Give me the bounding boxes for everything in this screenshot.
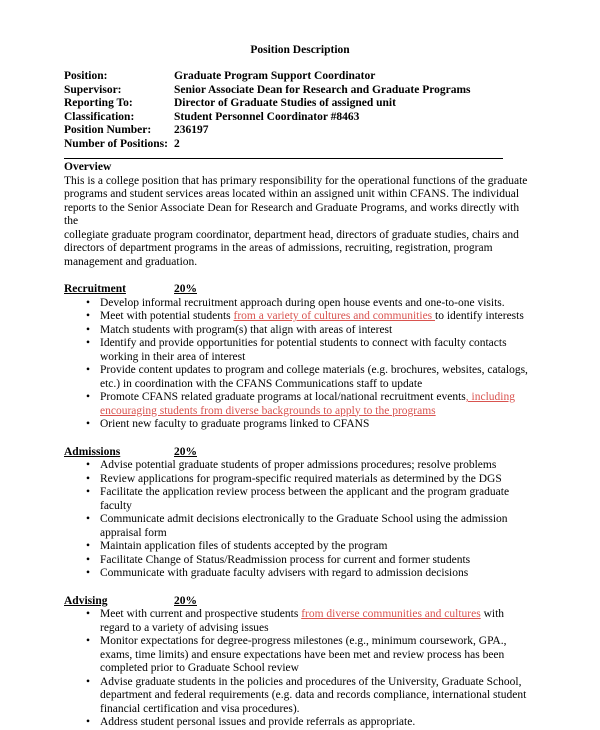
info-label: Classification: (64, 110, 135, 123)
bullet-icon: • (86, 553, 91, 566)
bullet-icon: • (86, 675, 91, 688)
overview-text (64, 175, 530, 270)
document-body (64, 161, 530, 730)
duty-list (64, 459, 530, 581)
duty-item (64, 486, 530, 513)
section-name: Admissions (64, 445, 121, 458)
duty-item (64, 513, 530, 540)
duty-text: to identify interests (435, 310, 524, 322)
duty-text: Communicate with graduate faculty advisers with regard to admission decisions (100, 567, 469, 579)
bullet-icon: • (86, 635, 91, 647)
duty-item (64, 676, 530, 717)
bullet-icon: • (86, 459, 91, 471)
duty-text: Advise potential graduate students of proper admissions procedures; resolve problems (100, 459, 497, 471)
info-value: 236197 (174, 124, 209, 136)
bullet-icon: • (86, 567, 91, 579)
overview-line: programs and student services areas located within an assigned unit within CFANS. The individual (64, 188, 520, 200)
duty-list (64, 608, 530, 730)
bullet-icon: • (86, 323, 91, 336)
section-heading-advising (64, 595, 530, 609)
duty-text: Promote CFANS related graduate programs at local/national recruitment events (100, 391, 466, 403)
overview-line: collegiate graduate program coordinator, department head, directors of graduate studies, chairs and (64, 228, 519, 241)
duty-text: Facilitate the application review process between the applicant and the program graduate faculty (100, 486, 510, 512)
duty-item (64, 310, 530, 324)
duty-item (64, 567, 530, 581)
info-value: Student Personnel Coordinator #8463 (174, 110, 360, 123)
overview-line: directors of department programs in the areas of admissions, recruiting, registration, program (64, 242, 493, 254)
duty-item (64, 364, 530, 391)
duty-item (64, 391, 530, 418)
duty-text: Provide content updates to program and college materials (e.g. brochures, websites, catalogs, etc.) in coordination with the CFANS Communications staff to update (100, 364, 528, 390)
duty-text: Advise graduate students in the policies and procedures of the University, Graduate School, department and federal requirements (e.g. data and records compliance, international student financial certification and visa procedures). (100, 675, 527, 715)
duty-text: Orient new faculty to graduate programs linked to CFANS (100, 418, 370, 430)
duty-text: Meet with potential students (100, 310, 234, 322)
section-percentage: 20% (174, 445, 197, 458)
duty-list (64, 297, 530, 432)
duty-item (64, 418, 530, 432)
section-percentage: 20% (174, 283, 197, 295)
section-heading-recruitment (64, 283, 530, 297)
bullet-icon: • (86, 472, 91, 485)
info-row-number-of-positions (64, 138, 471, 152)
bullet-icon: • (86, 418, 91, 430)
info-value: Graduate Program Support Coordinator (174, 70, 376, 82)
diversity-link[interactable]: from a variety of cultures and communities (233, 310, 436, 322)
bullet-icon: • (86, 540, 91, 552)
duty-text: Monitor expectations for degree-progress milestones (e.g., minimum coursework, GPA., exams, time limits) and ensure expectations have been met and review process has been completed prior to Graduate School review (100, 635, 507, 674)
diversity-link[interactable]: from diverse communities and cultures (301, 608, 481, 620)
bullet-icon: • (86, 608, 91, 620)
bullet-icon: • (86, 364, 91, 376)
duty-item (64, 297, 530, 311)
duty-text: Communicate admit decisions electronically to the Graduate School using the admission appraisal form (100, 513, 508, 539)
info-label: Number of Positions: (64, 137, 168, 150)
duty-item (64, 324, 530, 338)
duty-text: Meet with current and prospective students (100, 608, 302, 620)
info-row-position-number (64, 124, 471, 138)
duty-item (64, 554, 530, 568)
overview-line: management and graduation. (64, 255, 198, 268)
section-percentage: 20% (174, 594, 197, 607)
duty-item (64, 459, 530, 473)
info-label: Supervisor: (64, 83, 122, 96)
duty-text: Review applications for program-specific required materials as determined by the DGS (100, 472, 502, 485)
section-name: Recruitment (64, 283, 126, 295)
duty-item (64, 716, 530, 730)
duty-text: Facilitate Change of Status/Readmission process for current and former students (100, 553, 471, 566)
duty-item (64, 473, 530, 487)
bullet-icon: • (86, 310, 91, 322)
overview-heading: Overview (64, 161, 112, 173)
duty-sections (64, 283, 530, 730)
diversity-link[interactable]: , including encouraging students from diverse backgrounds to apply to the programs (100, 391, 515, 417)
bullet-icon: • (86, 391, 91, 403)
duty-text: Address student personal issues and provide referrals as appropriate. (100, 716, 416, 728)
info-row-supervisor (64, 84, 471, 98)
duty-text: with regard to a variety of advising issues (100, 608, 505, 634)
duty-item (64, 608, 530, 635)
divider (64, 158, 503, 159)
duty-text: Maintain application files of students accepted by the program (100, 540, 388, 552)
duty-item (64, 337, 530, 364)
bullet-icon: • (86, 513, 91, 525)
info-label: Position: (64, 70, 108, 82)
section-name: Advising (64, 594, 108, 607)
info-value: Senior Associate Dean for Research and Graduate Programs (174, 83, 471, 96)
info-row-reporting-to (64, 97, 471, 111)
duty-text: Match students with program(s) that align with areas of interest (100, 323, 393, 336)
info-value: Director of Graduate Studies of assigned unit (174, 97, 396, 109)
bullet-icon: • (86, 486, 91, 498)
overview-line: This is a college position that has primary responsibility for the operational functions of the graduate (64, 174, 528, 187)
duty-text: Identify and provide opportunities for potential students to connect with faculty contacts working in their area of interest (100, 337, 507, 363)
bullet-icon: • (86, 296, 91, 309)
bullet-icon: • (86, 716, 91, 728)
overview-line: reports to the Senior Associate Dean for Research and Graduate Programs, and works directly with the (64, 201, 520, 227)
document-title: Position Description (250, 44, 350, 56)
info-label: Reporting To: (64, 97, 133, 109)
bullet-icon: • (86, 337, 91, 349)
info-value: 2 (174, 137, 180, 150)
info-row-position (64, 70, 471, 84)
position-info (64, 70, 471, 151)
duty-item (64, 635, 530, 676)
duty-item (64, 540, 530, 554)
section-heading-admissions (64, 446, 530, 460)
duty-text: Develop informal recruitment approach during open house events and one-to-one visits. (100, 296, 505, 309)
info-label: Position Number: (64, 124, 152, 136)
info-row-classification (64, 111, 471, 125)
